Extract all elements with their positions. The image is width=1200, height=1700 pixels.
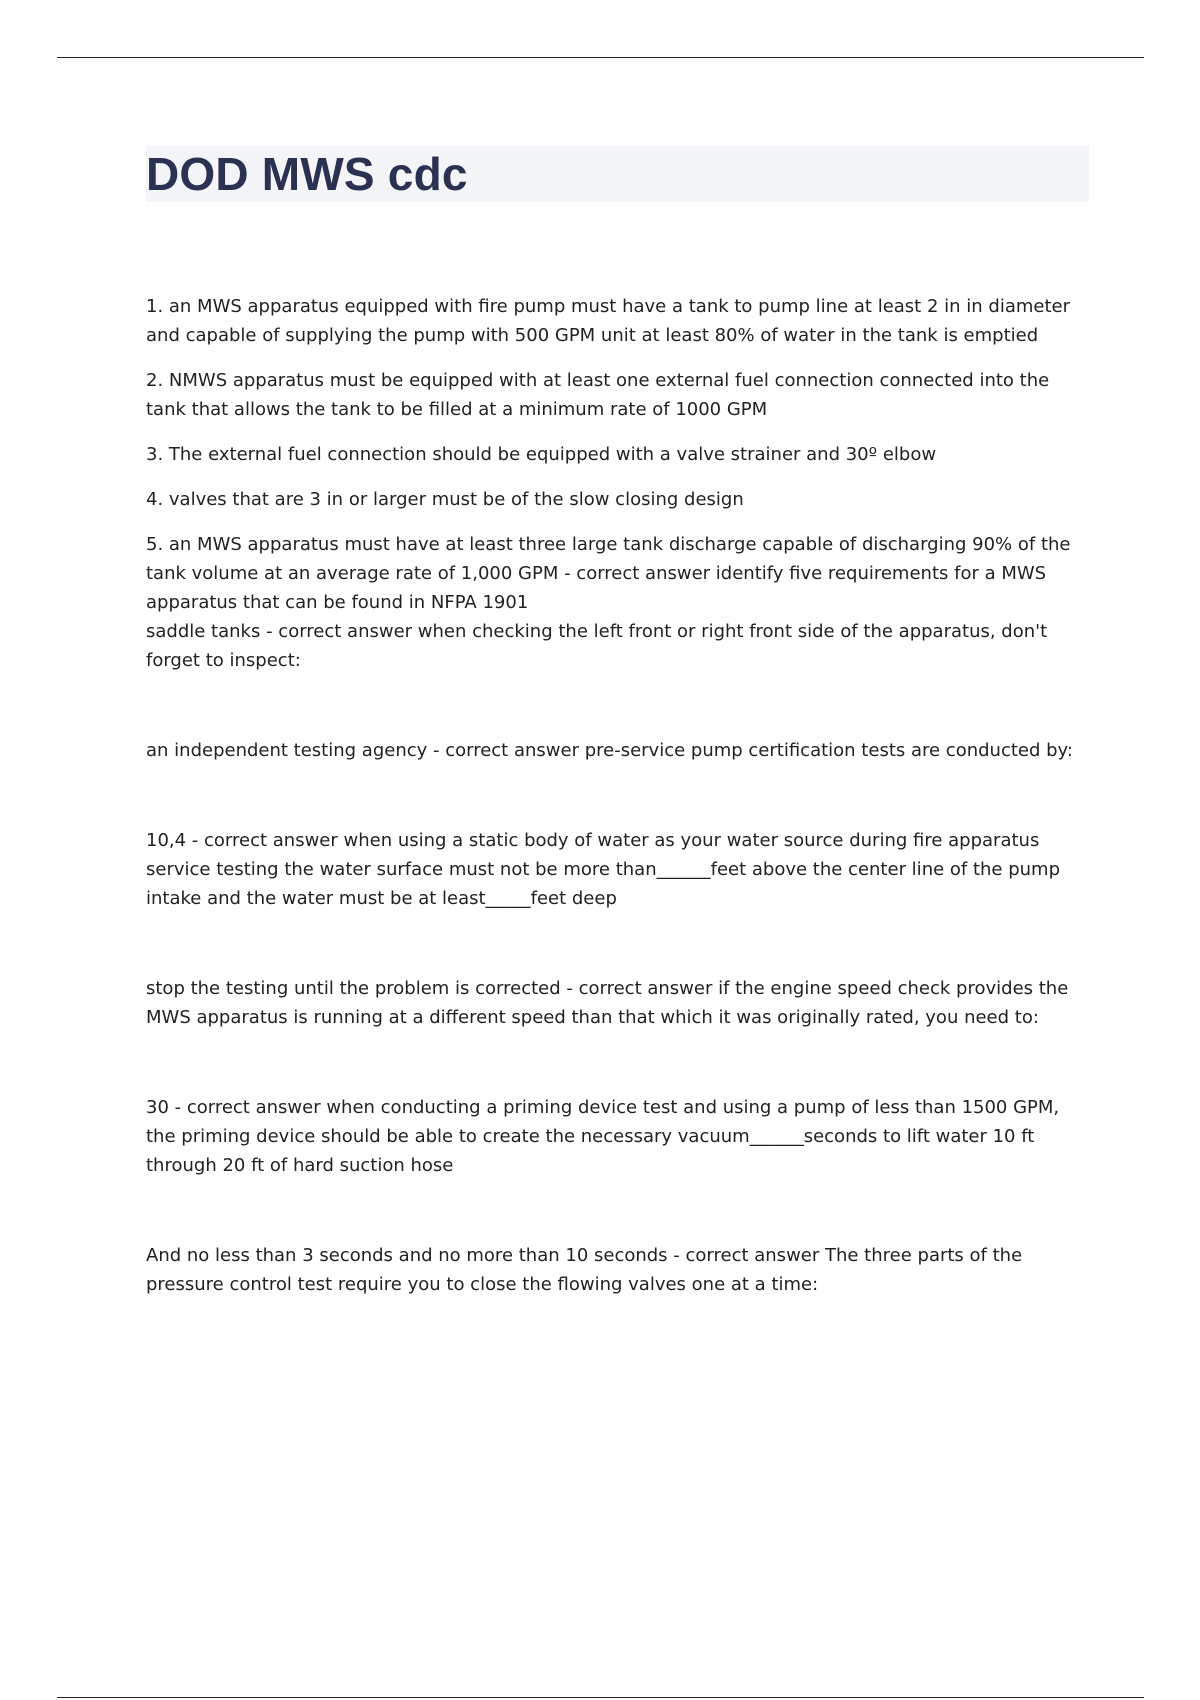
numbered-item-3: 3. The external fuel connection should be equipped with a valve strainer and 30º elbow [146, 444, 937, 465]
qa-item-engine-speed: stop the testing until the problem is corrected - correct answer if the engine speed check provides the MWS apparatus is running at a different speed than that which it was originally rated, you need to: [146, 978, 1069, 1028]
header-rule [57, 57, 1144, 58]
numbered-item-2: 2. NMWS apparatus must be equipped with at least one external fuel connection connected into the tank that allows the tank to be filled at a minimum rate of 1000 GPM [146, 370, 1050, 420]
numbered-item-4: 4. valves that are 3 in or larger must be of the slow closing design [146, 489, 744, 510]
numbered-item-5: 5. an MWS apparatus must have at least three large tank discharge capable of discharging 90% of the tank volume at an average rate of 1,000 GPM - correct answer identify five requirements for a MWS apparatus that can be found in NFPA 1901 [146, 534, 1071, 613]
qa-item-priming-device: 30 - correct answer when conducting a priming device test and using a pump of less than 1500 GPM, the priming device should be able to create the necessary vacuum______seconds to lift water 10 ft through 20 ft of hard suction hose [146, 1097, 1060, 1176]
document-title: DOD MWS cdc [146, 148, 468, 200]
numbered-item-1: 1. an MWS apparatus equipped with fire pump must have a tank to pump line at least 2 in in diameter and capable of supplying the pump with 500 GPM unit at least 80% of water in the tank is emptied [146, 296, 1070, 346]
qa-item-static-water: 10,4 - correct answer when using a static body of water as your water source during fire apparatus service testing the water surface must not be more than______feet above the center line of the pump intake and the water must be at least_____feet deep [146, 830, 1061, 909]
qa-item-testing-agency: an independent testing agency - correct answer pre-service pump certification tests are conducted by: [146, 740, 1073, 761]
numbered-list [146, 292, 1094, 617]
qa-item-pressure-control: And no less than 3 seconds and no more than 10 seconds - correct answer The three parts of the pressure control test require you to close the flowing valves one at a time: [146, 1245, 1023, 1295]
document-body [146, 292, 1094, 1299]
footer-rule [57, 1697, 1144, 1698]
qa-item-saddle-tanks: saddle tanks - correct answer when checking the left front or right front side of the apparatus, don't forget to inspect: [146, 621, 1048, 671]
